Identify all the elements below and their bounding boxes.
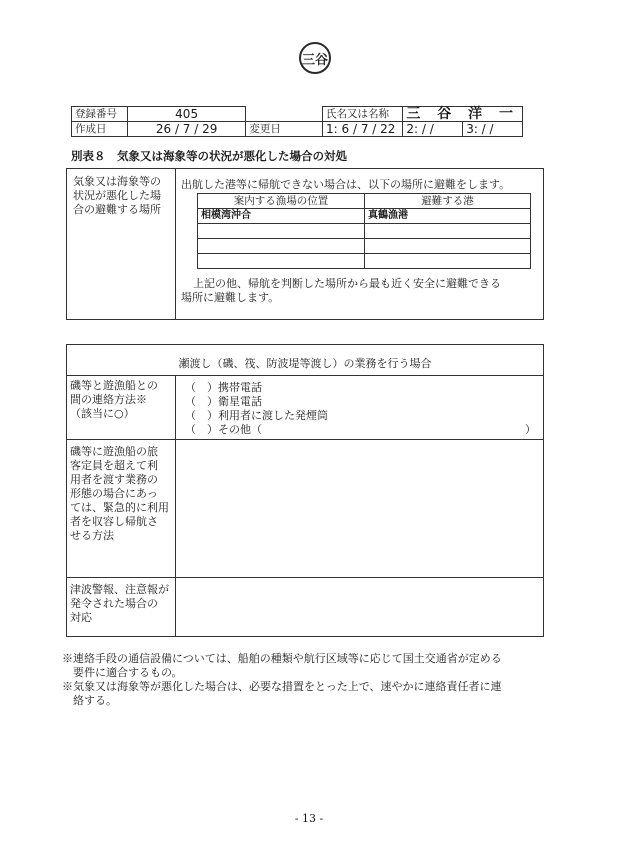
label-line: 津波警報、注意報が [70,583,169,596]
ferry-divider [175,375,176,637]
label-line: 客定員を超えて利 [70,459,158,472]
label-line: 形態の場合にあっ [70,487,158,500]
table-cell: 真鶴漁港 [365,209,531,224]
option-smoke-signal: （ ）利用者に渡した発煙筒 [185,409,328,422]
label-line: せる方法 [70,529,114,542]
label-line: 合の避難する場所 [73,203,161,216]
page-number: - 13 - [294,812,324,825]
col-header-fishing-area: 案内する漁場の位置 [198,194,365,209]
table-cell [198,239,365,254]
ferry-row3-label [70,583,169,625]
footnote-line: ※気象又は海象等が悪化した場合は、必要な措置をとった上で、速やかに連絡責任者に連 [62,680,502,693]
seal-stamp: 三谷 [299,42,331,74]
change-1: 1: 6 / 7 / 22 [323,122,403,137]
label-line: 間の連絡方法※ [70,393,147,406]
label-line: 状況が悪化した場 [73,189,161,202]
table-cell [365,254,531,269]
table-cell [365,224,531,239]
option-satellite-phone: （ ）衛星電話 [185,395,262,408]
change-3: 3: / / [463,122,523,137]
ferry-box [66,344,544,637]
table-cell [365,239,531,254]
section8-intro: 出航した港等に帰航できない場合は、以下の場所に避難をします。 [181,178,511,191]
ferry-options [185,381,328,437]
footnote-line: ※連絡手段の通信設備については、船舶の種類や航行区域等に応じて国土交通省が定める [62,652,502,665]
option-other-close: ） [525,423,536,436]
option-mobile-phone: （ ）携帯電話 [185,381,262,394]
name-label: 氏名又は名称 [323,107,403,122]
label-line: 気象又は海象等の [73,175,161,188]
label-line: （該当に○） [70,407,135,420]
ferry-row2-line [67,577,543,578]
label-line: 対応 [70,611,92,624]
footnote-line: 絡する。 [62,694,117,707]
section8-note-2: 場所に避難します。 [181,291,280,304]
header-table [71,106,523,137]
ferry-title-line [67,375,543,376]
footnotes [62,652,502,708]
ferry-row1-label [70,379,158,421]
label-line: 用者を渡す業務の [70,473,158,486]
ferry-row2-label [70,445,169,543]
reg-value: 405 [127,107,246,122]
table-cell [198,224,365,239]
spacer-cell [246,107,323,122]
name-value: 三 谷 洋 一 [403,107,523,122]
footnote-line: 要件に適合するもの。 [62,666,183,679]
section8-title: 別表８ 気象又は海象等の状況が悪化した場合の対処 [71,149,347,163]
option-other: （ ）その他（ [185,423,262,436]
section8-note-1: 上記の他、帰航を判断した場所から最も近く安全に避難できる [193,277,501,290]
label-line: 磯等と遊漁船との [70,379,158,392]
created-label: 作成日 [72,122,128,137]
label-line: 磯等に遊漁船の旅 [70,445,158,458]
section8-box [66,168,544,320]
ferry-title: 瀬渡し（磯、筏、防波堤等渡し）の業務を行う場合 [178,357,432,370]
section8-divider [175,169,176,319]
label-line: 発令された場合の [70,597,158,610]
ferry-row1-line [67,439,543,440]
table-cell: 相模湾沖合 [198,209,365,224]
changed-label: 変更日 [246,122,323,137]
table-cell [198,254,365,269]
col-header-refuge-port: 避難する港 [365,194,531,209]
created-value: 26 / 7 / 29 [127,122,246,137]
refuge-table [197,193,531,269]
reg-label: 登録番号 [72,107,128,122]
label-line: ては、緊急的に利用 [70,501,169,514]
change-2: 2: / / [403,122,463,137]
section8-left-label [73,175,161,217]
label-line: 者を収容し帰航さ [70,515,158,528]
